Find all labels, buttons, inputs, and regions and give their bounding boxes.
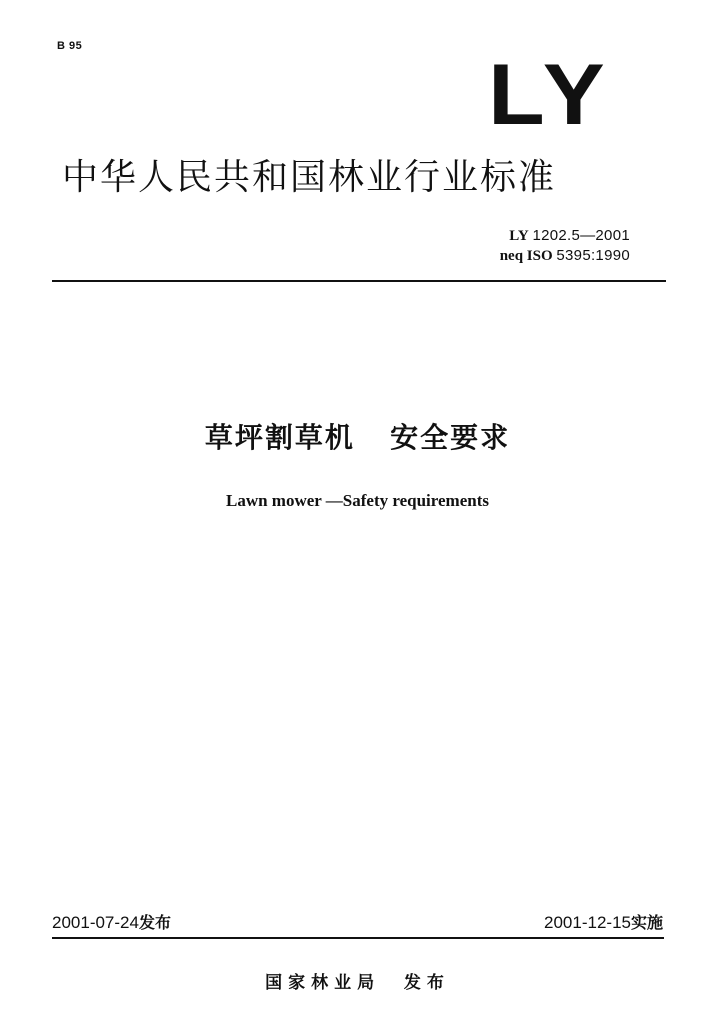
ics-code: B 95	[57, 40, 83, 52]
implement-date: 2001-12-15	[544, 913, 631, 932]
document-title-english: Lawn mower —Safety requirements	[225, 491, 489, 510]
publisher: 国家林业局 发布	[265, 973, 450, 993]
document-title-chinese: 草坪割草机 安全要求	[204, 421, 511, 454]
standard-number-value: 1202.5—2001	[532, 227, 630, 244]
standard-number-block	[500, 226, 630, 266]
implement-label: 实施	[630, 915, 663, 932]
ly-logo: LY	[488, 47, 612, 143]
standard-number	[500, 226, 630, 246]
equivalence-number: 5395:1990	[556, 247, 630, 264]
standard-category-title: 中华人民共和国林业行业标准	[62, 157, 557, 198]
equivalence-standard	[500, 246, 630, 266]
issue-date: 2001-07-24	[52, 913, 139, 932]
standard-number-prefix: LY	[509, 228, 529, 244]
equivalence-prefix: neq ISO	[499, 248, 553, 264]
bottom-divider	[52, 937, 664, 939]
issue-date-block	[52, 912, 171, 935]
implement-date-block	[544, 912, 663, 935]
top-divider	[52, 280, 666, 282]
issue-label: 发布	[138, 915, 171, 932]
